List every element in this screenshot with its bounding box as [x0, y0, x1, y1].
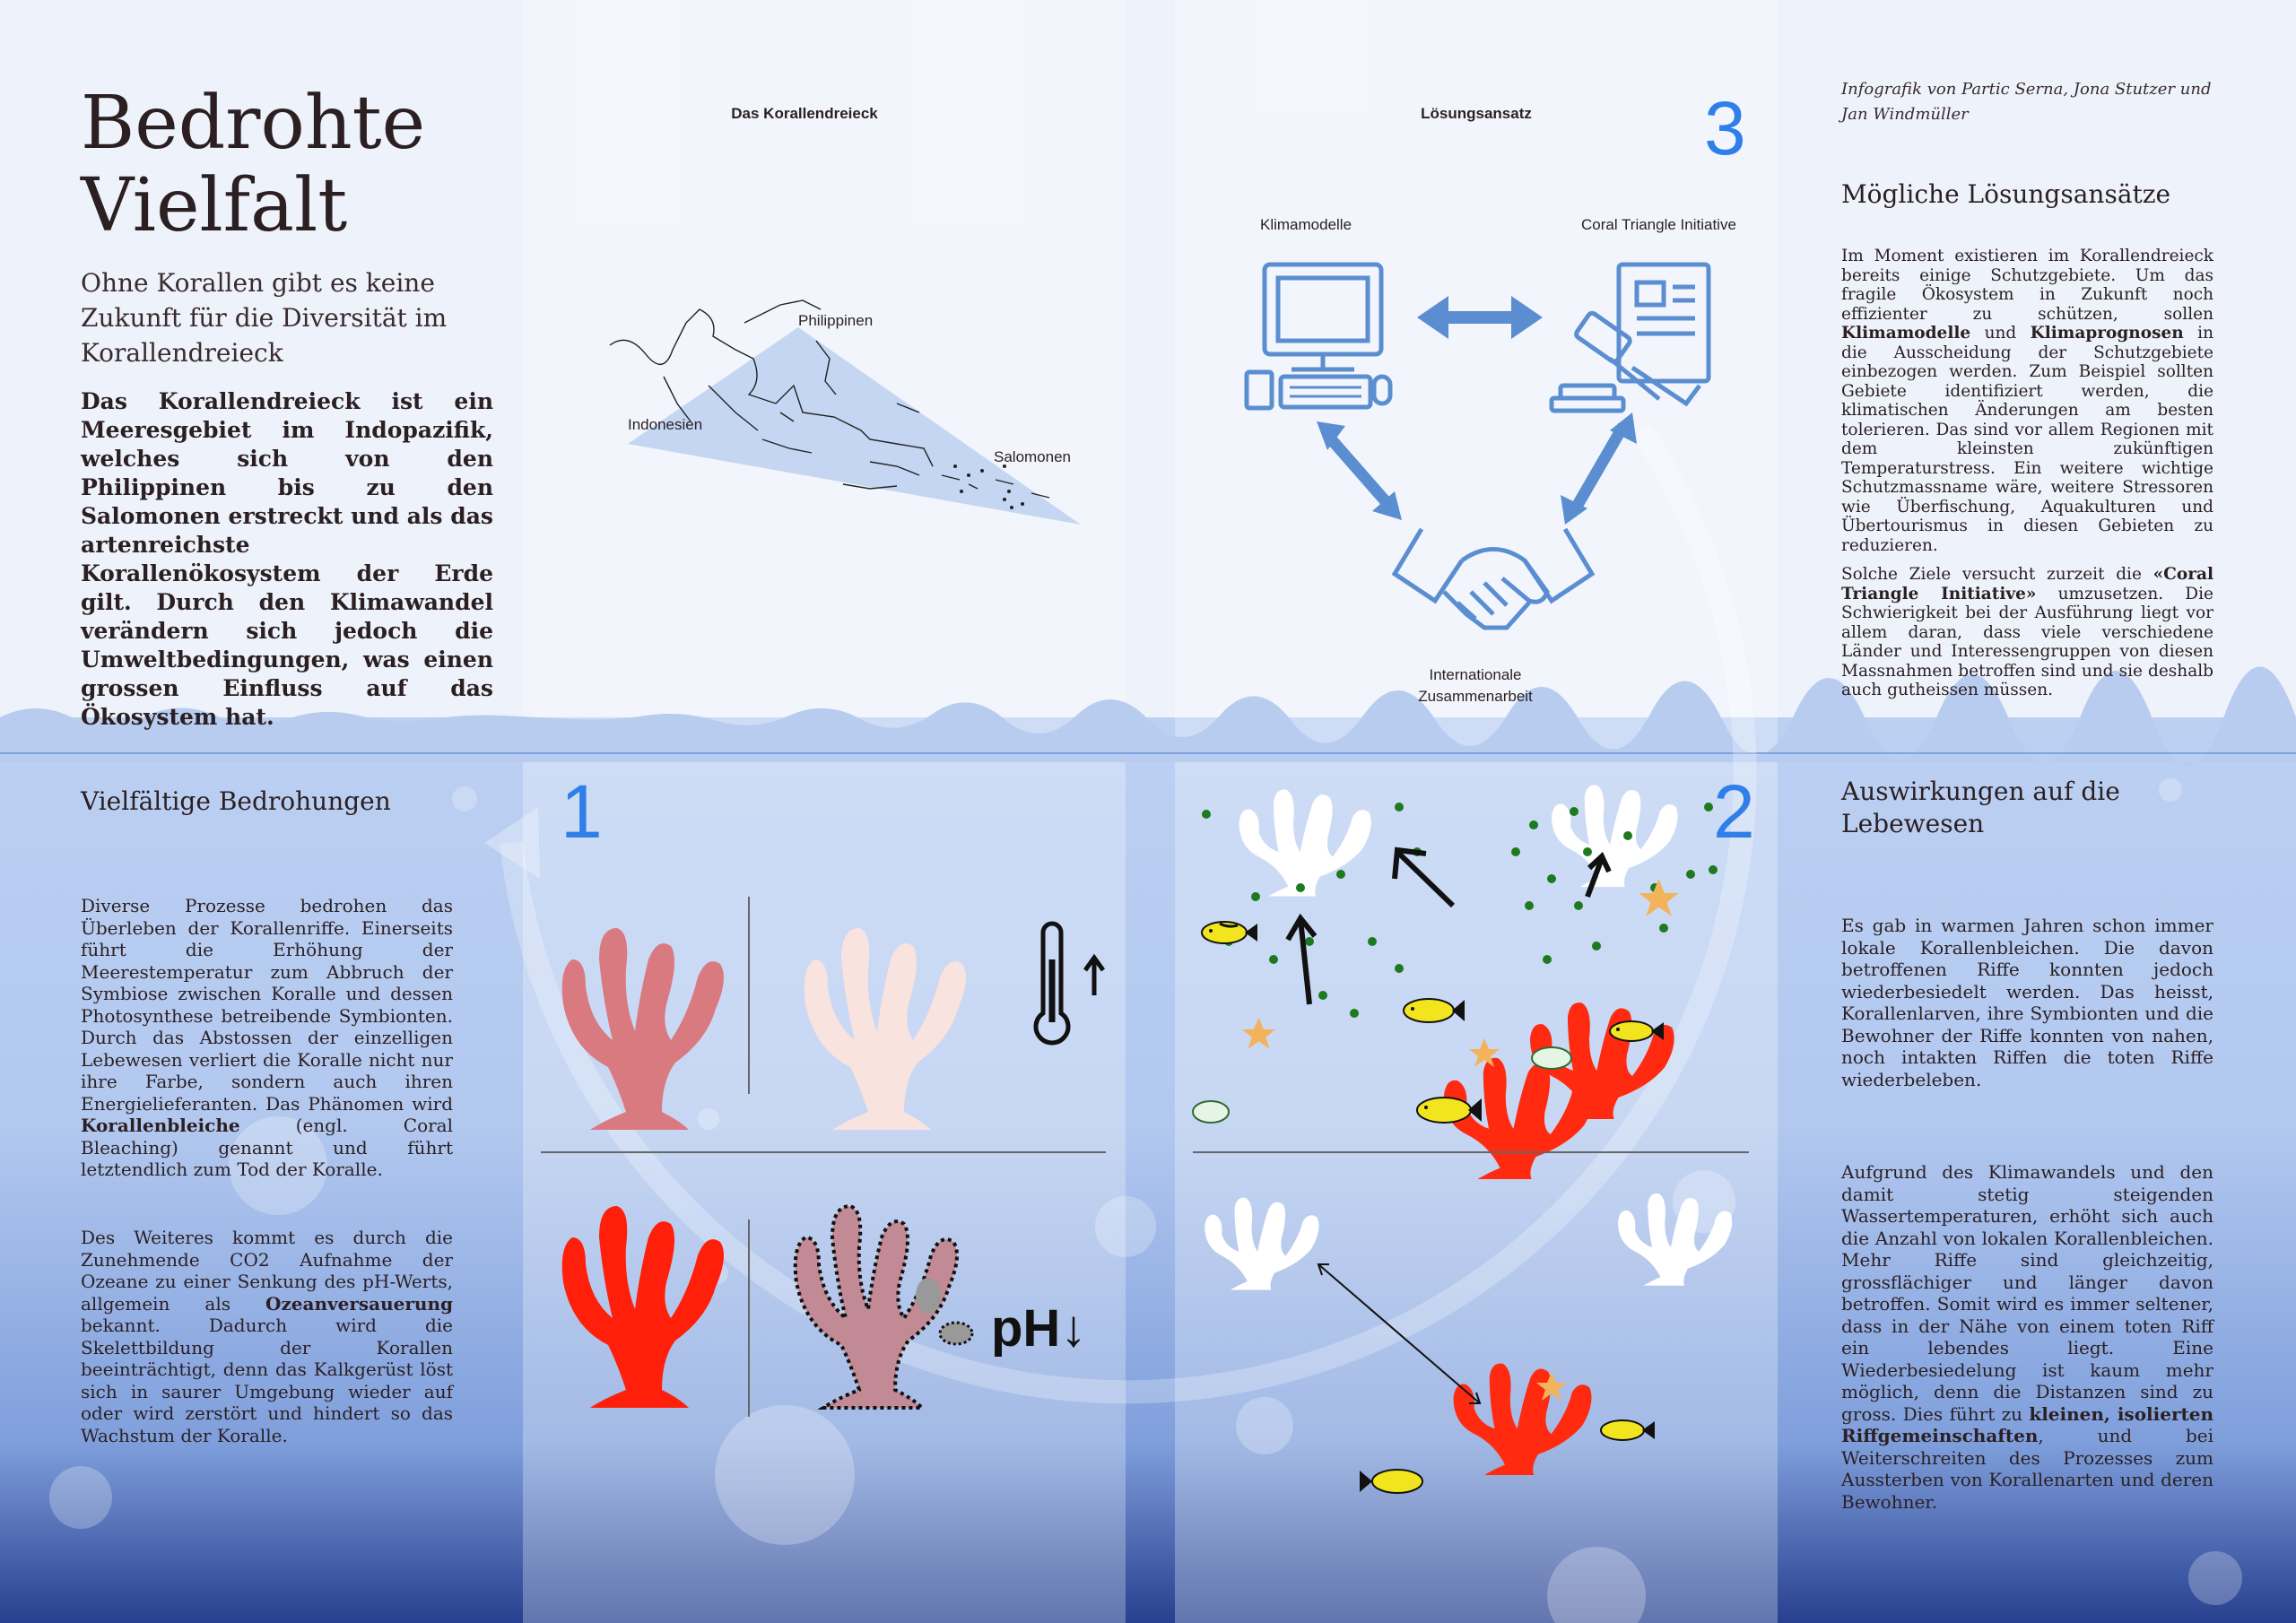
solutions-p2-bold: «Coral Triangle Initiative»: [1841, 565, 2213, 603]
solutions-paragraph-1: [1841, 247, 2213, 555]
threats-p1-bold: Korallenbleiche: [81, 1115, 240, 1136]
section-number-2: 2: [1713, 769, 1755, 854]
thermometer-icon: [1036, 924, 1103, 1043]
lead-paragraph: Das Korallendreieck ist ein Meeresgebiet im Indopazifik, welches sich von den Philippinen bis zu den Salomonen erstreckt und als das artenreichste Korallenökosystem der Erde gilt. Durch den Klimawandel verändern sich jedoch die Umweltbedingungen, was einen grossen Einfluss auf das Ökosystem hat.: [81, 388, 493, 730]
effects-p2-c: , und bei Weiterschreiten des Prozesses zum Aussterben von Korallenarten und deren Bewohner.: [1841, 1425, 2213, 1513]
solutions-heading: Mögliche Lösungsansätze: [1841, 179, 2171, 209]
effects-paragraph-2: [1841, 1161, 2213, 1513]
coral-healthy-red: [562, 1206, 724, 1408]
double-arrow-top: [1417, 296, 1543, 339]
fragment-1: [916, 1278, 941, 1314]
effects-heading-line-1: Auswirkungen auf die: [1841, 777, 2120, 806]
gavel-document-icon: [1552, 265, 1709, 411]
solutions-p1-c: und: [1970, 324, 2031, 343]
section-number-1: 1: [561, 769, 603, 854]
label-cti: Coral Triangle Initiative: [1581, 216, 1736, 233]
threats-illustration: [523, 888, 1115, 1444]
label-cooperation-line-1: Internationale: [1429, 666, 1522, 683]
effects-paragraph-1: Es gab in warmen Jahren schon immer lokale Korallenbleichen. Die davon betroffenen Riffe konnten jedoch wiederbesiedelt werden. Das heisst, Korallenlarven, ihre Symbionten und die Bewohner der Riffe konnten von nahen, noch intakten Riffen die toten Riffe wiederbeleben.: [1841, 915, 2213, 1090]
double-arrow-right: [1574, 426, 1623, 511]
solutions-p2-c: umzusetzen. Die Schwierigkeit bei der Ausführung liegt vor allem daran, dass viele verschiedene Länder und Interessengruppen von diesen Massnahmen betroffen sind und sie deshalb auch gutheissen müssen.: [1841, 584, 2213, 699]
threats-p1-c: (engl. Coral Bleaching) genannt und führt letztendlich zum Tod der Koralle.: [81, 1115, 453, 1180]
solutions-paragraph-2: [1841, 565, 2213, 700]
credits: Infografik von Partic Serna, Jona Stutzer und Jan Windmüller: [1841, 80, 2212, 124]
effects-p2-a: Aufgrund des Klimawandels und den damit stetig steigenden Wassertemperaturen, erhöht sich auch die Anzahl von lokalen Korallenbleichen. Mehr Riffe sind gleichzeitig, grossflächiger und länger davon betroffen. Somit wird es immer seltener, dass in der Nähe von einem toten Riff ein lebendes liegt. Eine Wiederbesiedelung ist kaum mehr möglich, denn die Distanzen sind zu gross. Dies führt zu: [1841, 1161, 2213, 1425]
effects-heading: [1841, 776, 2120, 840]
solutions-p1-a: Im Moment existieren im Korallendreieck bereits einige Schutzgebiete. Um das fragile Ökosystem in Zukunft noch effizienter zu schützen, sollen: [1841, 247, 2213, 324]
solution-diagram: [1238, 251, 1740, 655]
fragment-2: [940, 1323, 972, 1344]
effects-p2-bold: kleinen, isolierten Riffgemeinschaften: [1841, 1402, 2213, 1446]
migration-arrows: [1288, 850, 1609, 1004]
effects-illustration: [1175, 753, 1778, 1506]
ph-label: pH↓: [991, 1299, 1087, 1358]
subtitle: Ohne Korallen gibt es keine Zukunft für die Diversität im Korallendreieck: [81, 268, 448, 368]
effects-heading-line-2: Lebewesen: [1841, 809, 1985, 838]
threats-p2-c: bekannt. Dadurch wird die Skelettbildung der Korallen beeinträchtigt, denn das Kalkgerüst löst sich in saurer Umgebung wieder auf oder wird zerstört und hindert so das Wachstum der Koralle.: [81, 1315, 453, 1446]
threats-paragraph-2: [81, 1227, 453, 1446]
coral-bleached: [804, 928, 966, 1130]
title-line-2: Vielfalt: [81, 163, 348, 248]
solutions-p1-bold-2: Klimaprognosen: [2030, 324, 2184, 343]
threats-paragraph-1: [81, 895, 453, 1181]
double-arrow-left: [1327, 435, 1390, 507]
solutions-p1-bold-1: Klimamodelle: [1841, 324, 1971, 343]
page-title: [81, 82, 425, 247]
map-heading: Das Korallendreieck: [731, 105, 878, 122]
label-cooperation-line-2: Zusammenarbeit: [1418, 688, 1533, 705]
distance-line: [1318, 1264, 1480, 1403]
label-philippines: Philippinen: [798, 312, 874, 329]
title-line-1: Bedrohte: [81, 81, 426, 166]
solutions-p1-d: in die Ausscheidung der Schutzgebiete einbezogen werden. Zum Beispiel sollten Gebiete identifiziert werden, die klimatischen Änderungen am besten tolerieren. Das sind vor allem Regionen mit dem kleinsten zukünftigen Temperaturstress. Ein weitere wichtige Schutzmassname wäre, weitere Stressoren wie Überfischung, Aquakulturen und Übertourismus in diesen Gebieten zu reduzieren.: [1841, 324, 2213, 555]
handshake-icon: [1395, 529, 1592, 628]
threats-p1-a: Diverse Prozesse bedrohen das Überleben der Korallenriffe. Einerseits führt die Erhöhung der Meerestemperatur zum Abbruch der Symbiose zwischen Koralle und dessen Photosynthese betreibende Symbionten. Durch das Abstossen der einzelligen Lebewesen verliert die Koralle nicht nur ihre Farbe, sondern auch ihren Energielieferanten. Das Phänomen wird: [81, 895, 453, 1115]
solutions-p2-a: Solche Ziele versucht zurzeit die: [1841, 565, 2153, 584]
threats-p2-bold: Ozeanversauerung: [265, 1292, 453, 1315]
coral-healthy-pink: [562, 928, 724, 1130]
threats-p2-a: Des Weiteres kommt es durch die Zunehmende CO2 Aufnahme der Ozeane zu einer Senkung des pH-Werts, allgemein als: [81, 1227, 453, 1315]
label-cooperation: [1372, 664, 1578, 707]
section-number-3: 3: [1704, 86, 1746, 170]
label-climate-models: Klimamodelle: [1260, 216, 1352, 233]
threats-heading: Vielfältige Bedrohungen: [81, 786, 391, 816]
solution-heading: Lösungsansatz: [1421, 105, 1532, 122]
computer-icon: [1247, 265, 1390, 408]
label-salomon: Salomonen: [994, 448, 1072, 465]
turtle-group: [1193, 1047, 1571, 1123]
label-indonesia: Indonesien: [628, 416, 703, 433]
